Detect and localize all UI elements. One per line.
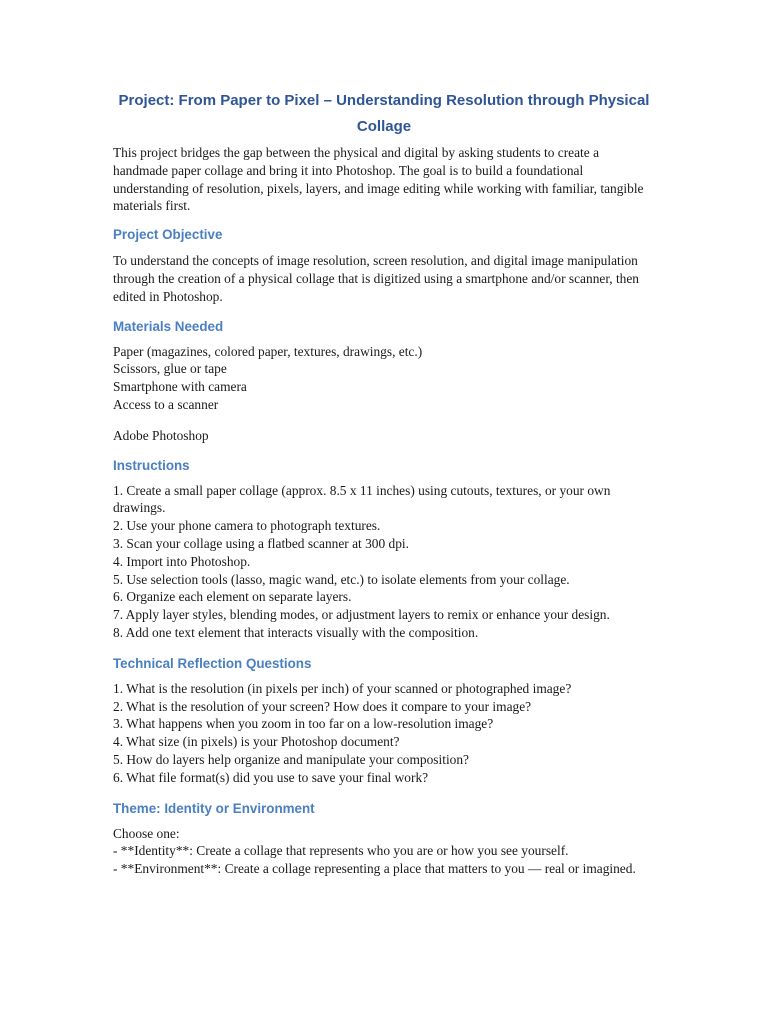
materials-extra: Adobe Photoshop <box>113 427 209 443</box>
materials-list <box>113 343 655 414</box>
document-page <box>113 88 655 878</box>
theme-list <box>113 825 655 878</box>
list-item: Choose one: <box>113 825 180 841</box>
instructions-heading: Instructions <box>113 457 190 473</box>
list-item: 7. Apply layer styles, blending modes, or adjustment layers to remix or enhance your design. <box>113 607 610 623</box>
list-item: 1. Create a small paper collage (approx. 8.5 x 11 inches) using cutouts, textures, or your own drawings. <box>113 482 611 516</box>
list-item: 3. Scan your collage using a flatbed scanner at 300 dpi. <box>113 535 409 551</box>
list-item: Smartphone with camera <box>113 379 247 395</box>
technical-list <box>113 680 655 787</box>
list-item: 8. Add one text element that interacts visually with the composition. <box>113 624 479 640</box>
list-item: 2. Use your phone camera to photograph textures. <box>113 518 381 534</box>
list-item: 1. What is the resolution (in pixels per inch) of your scanned or photographed image? <box>113 680 572 696</box>
objective-paragraph: To understand the concepts of image resolution, screen resolution, and digital image manipulation through the creation of a physical collage that is digitized using a smartphone and/or scanner, then edited in Photoshop. <box>113 253 640 304</box>
list-item: Paper (magazines, colored paper, textures, drawings, etc.) <box>113 343 423 359</box>
list-item: 6. What file format(s) did you use to save your final work? <box>113 769 429 785</box>
list-item: - **Identity**: Create a collage that represents who you are or how you see yourself. <box>113 843 569 859</box>
theme-heading: Theme: Identity or Environment <box>113 800 315 816</box>
list-item: 4. Import into Photoshop. <box>113 553 251 569</box>
list-item: 6. Organize each element on separate layers. <box>113 589 352 605</box>
list-item: 3. What happens when you zoom in too far on a low-resolution image? <box>113 716 494 732</box>
list-item: 5. Use selection tools (lasso, magic wand, etc.) to isolate elements from your collage. <box>113 571 570 587</box>
list-item: Access to a scanner <box>113 396 219 412</box>
intro-paragraph: This project bridges the gap between the physical and digital by asking students to create a handmade paper collage and bring it into Photoshop. The goal is to build a foundational understanding of resolution, pixels, layers, and image editing while working with familiar, tangible materials first. <box>113 145 644 214</box>
materials-heading: Materials Needed <box>113 318 224 334</box>
technical-heading: Technical Reflection Questions <box>113 655 312 671</box>
list-item: 2. What is the resolution of your screen? How does it compare to your image? <box>113 698 532 714</box>
list-item: - **Environment**: Create a collage representing a place that matters to you — real or imagined. <box>113 861 636 877</box>
instructions-list <box>113 482 655 642</box>
document-title: Project: From Paper to Pixel – Understanding Resolution through Physical Collage <box>118 92 650 135</box>
list-item: Scissors, glue or tape <box>113 361 227 377</box>
objective-heading: Project Objective <box>113 227 223 243</box>
list-item: 5. How do layers help organize and manipulate your composition? <box>113 751 470 767</box>
list-item: 4. What size (in pixels) is your Photoshop document? <box>113 734 400 750</box>
